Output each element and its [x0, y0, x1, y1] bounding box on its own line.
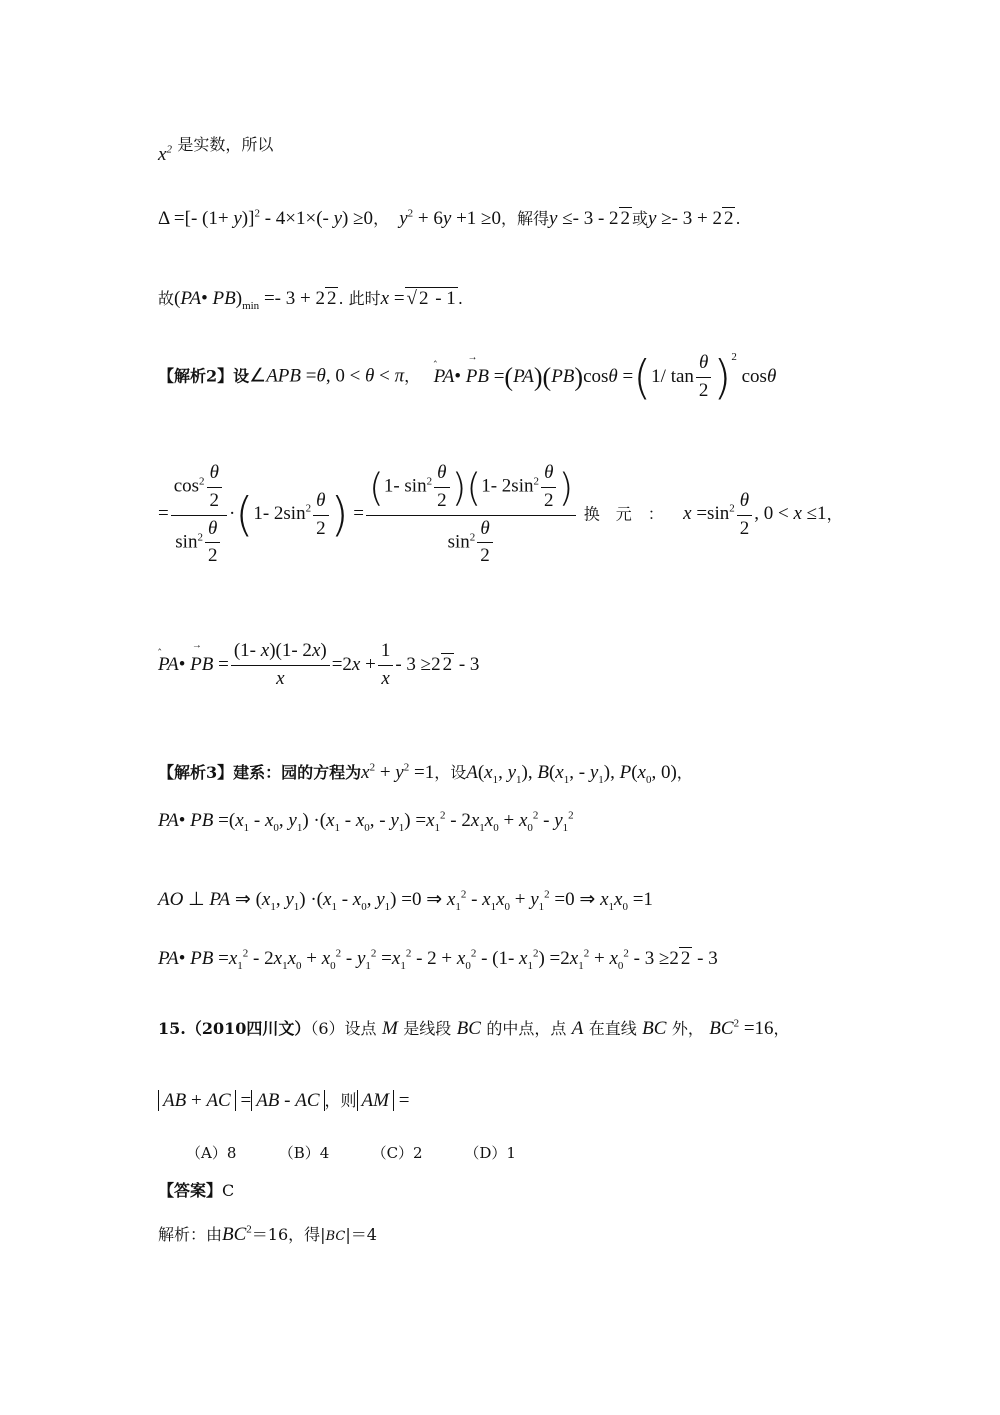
option-b: （B）4 — [278, 1144, 330, 1162]
question-15: 15.（2010四川文）（6）设点 M 是线段 BC 的中点，点 A 在直线 BC 外， $BC^2 =16$， — [158, 1017, 790, 1039]
line-6-result-2: ‸ → PA• PB = $\frac{(1- x)(1- 2x)}{x}$ =2x + $\frac{1}{x}$ - 3 ≥2 2 - 3 — [158, 639, 480, 689]
line-2-discriminant: Δ =[- (1+ y)]$^2$ - 4×1×(- y) ≥0， $y^2 + 6y +1 \ge 0$，解得y ≤- 3 - 2 2 或y ≥- 3 + 2 2 . — [158, 207, 741, 229]
line-4-solution-2: 【解析2】设∠APB =θ, 0 < θ < π， ‸ → PA• PB =(PA)(PB)cosθ =(1/ tan $\frac{\theta}{2}$ )$^2$ cosθ — [158, 350, 777, 405]
line-1-text: 是实数，所以 — [177, 135, 274, 154]
solution-2-label: 【解析2】设 — [158, 366, 250, 386]
line-7-solution-3: 【解析3】建系：园的方程为$x^2 + y^2 =1$，设$A(x_1$, $y_1$), $B(x_1$, - $y_1$), $P(x_0$, 0)， — [158, 761, 693, 786]
line-10-result-3: PA• PB $=x_1^2 - 2x_1x_0 + x_0^2 - y_1^2 =x_1^2 - 2 + x_0^2 - (1-$ $x_1^2) =2x_1^2 + x_0^2 - 3 \ge 2$ 2 - 3 — [158, 947, 718, 972]
option-c: （C）2 — [371, 1144, 423, 1162]
option-a: （A）8 — [186, 1144, 237, 1162]
answer-value: C — [222, 1181, 235, 1200]
answer-label: 【答案】 — [158, 1181, 223, 1200]
line-3-minimum: 故(PA• $PB)_{min} =- 3 + 2$ 2 . 此时x = √ 2 - 1 . — [158, 288, 463, 312]
analysis-line: 解析：由$BC^2=16$，得|BC|＝4 — [158, 1223, 377, 1245]
line-9-perpendicular: AO ⊥ PA ⇒ ($x_1$, $y_1) \cdot(x_1 - x_0$, $y_1) =0$ ⇒ $x_1^2 - x_1x_0 + y_1^2 =0$ ⇒ $x_1x_0 =1$ — [158, 888, 653, 913]
option-d: （D）1 — [464, 1144, 516, 1162]
options-row — [186, 1142, 552, 1163]
question-15-label: 15.（2010四川文） — [158, 1019, 311, 1038]
question-15-condition: AB + AC = AB - AC ，则 AM = — [158, 1088, 409, 1112]
answer-line — [158, 1178, 234, 1201]
line-1: $x^2$ 是实数，所以 — [158, 135, 274, 165]
solution-3-label: 【解析3】建系：园的方程为 — [158, 763, 362, 782]
line-8-dot-product: PA• PB $=(x_1 - x_0$, $y_1) \cdot(x_1 - x_0$, - $y_1) =x_1^2 - 2x_1x_0 + x_0^2 - y_1^2$ — [158, 809, 574, 834]
line-5-expansion: = $\cos^2$ $\frac{\theta}{2}$ $\sin^2$ $\frac{\theta}{2}$ ·(1- $2\sin^2$ $\frac{\theta}{2}$ ) = (1- $\sin^2$ $\frac{\theta}{2}$ )(1- $2\sin^2$ $\frac{\theta}{2}$ ) $\sin^2$ $\frac{\theta}{2}$ 换 元 ： $x =\sin^2$ $\frac{\theta}{2}$ , 0 < x ≤1， — [158, 462, 843, 567]
